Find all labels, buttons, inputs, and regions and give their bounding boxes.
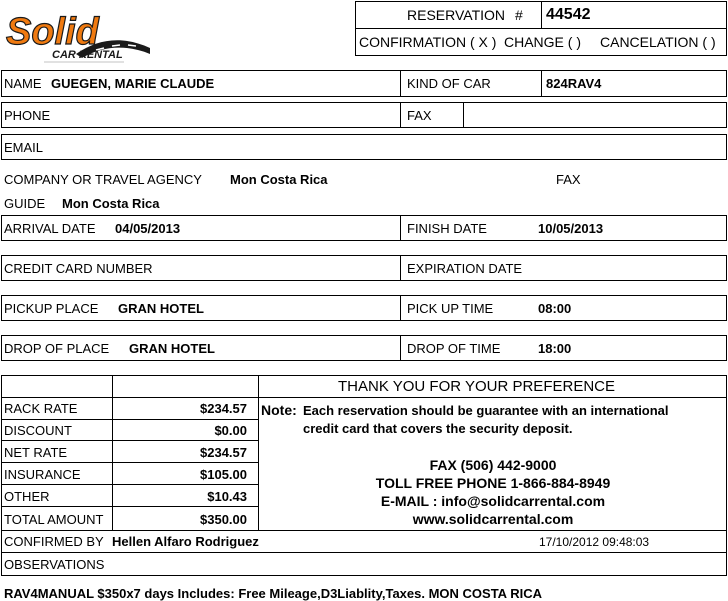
company-value: Mon Costa Rica (230, 172, 328, 187)
phone-row (1, 102, 727, 128)
dropoff-time-value: 18:00 (538, 341, 572, 356)
pickup-time-value: 08:00 (538, 301, 572, 316)
dropoff-row (1, 335, 727, 361)
logo-brand-text: Solid (6, 11, 99, 53)
rate-value: $350.00 (200, 512, 247, 527)
rate-value: $0.00 (214, 423, 247, 438)
name-label: NAME (4, 76, 42, 91)
observations-text: RAV4MANUAL $350x7 days Includes: Free Mileage,D3Liablity,Taxes. MON COSTA RICA (4, 586, 542, 601)
toll-free-contact: TOLL FREE PHONE 1-866-884-8949 (375, 475, 611, 491)
company-label: COMPANY OR TRAVEL AGENCY (4, 172, 202, 187)
name-value: GUEGEN, MARIE CLAUDE (51, 76, 215, 91)
note-line-2: credit card that covers the security deposit. (303, 421, 573, 436)
guide-value: Mon Costa Rica (62, 196, 160, 211)
dropoff-place-value: GRAN HOTEL (129, 341, 215, 356)
note-line-1: Each reservation should be guarantee with an international (303, 403, 669, 418)
cancelation-checkbox-label: CANCELATION ( ) (600, 34, 716, 50)
finish-date-value: 10/05/2013 (538, 221, 604, 236)
reservation-hash: # (515, 7, 523, 23)
rate-label: INSURANCE (4, 467, 81, 482)
reservation-label: RESERVATION (407, 7, 506, 23)
company-logo (4, 8, 154, 66)
pickup-time-label: PICK UP TIME (407, 301, 494, 316)
rate-label: OTHER (4, 489, 50, 504)
rate-label: RACK RATE (4, 401, 78, 416)
change-checkbox-label: CHANGE ( ) (504, 34, 581, 50)
rate-value: $105.00 (200, 467, 247, 482)
confirmed-timestamp: 17/10/2012 09:48:03 (539, 535, 650, 549)
observations-label: OBSERVATIONS (4, 557, 105, 572)
dropoff-time-label: DROP OF TIME (407, 341, 501, 356)
email-row (1, 134, 727, 160)
rate-value: $234.57 (200, 445, 247, 460)
dropoff-place-label: DROP OF PLACE (4, 341, 110, 356)
solid-logo-graphic (4, 8, 154, 66)
rate-value: $234.57 (200, 401, 247, 416)
kind-of-car-label: KIND OF CAR (407, 76, 491, 91)
observations-row (1, 552, 727, 576)
website-contact: www.solidcarrental.com (412, 511, 574, 527)
guide-label: GUIDE (4, 196, 46, 211)
logo-tagline-text: CAR RENTAL (52, 49, 123, 61)
arrival-date-value: 04/05/2013 (115, 221, 181, 236)
rate-label: NET RATE (4, 445, 68, 460)
confirmation-checkbox-label: CONFIRMATION ( X ) (359, 34, 497, 50)
fax-label: FAX (407, 108, 432, 123)
note-label: Note: (261, 402, 297, 418)
confirmed-by-label: CONFIRMED BY (4, 534, 104, 549)
thank-you-title: THANK YOU FOR YOUR PREFERENCE (338, 378, 615, 395)
email-label: EMAIL (4, 140, 44, 155)
email-contact: E-MAIL : info@solidcarrental.com (380, 493, 606, 509)
confirmed-by-value: Hellen Alfaro Rodriguez (112, 534, 259, 549)
arrival-date-label: ARRIVAL DATE (4, 221, 96, 236)
rate-value: $10.43 (207, 489, 247, 504)
kind-of-car-value: 824RAV4 (546, 76, 602, 91)
phone-label: PHONE (4, 108, 51, 123)
reservation-number: 44542 (546, 6, 591, 23)
finish-date-label: FINISH DATE (407, 221, 487, 236)
fax-contact: FAX (506) 442-9000 (429, 457, 557, 473)
credit-card-label: CREDIT CARD NUMBER (4, 261, 153, 276)
expiration-date-label: EXPIRATION DATE (407, 261, 523, 276)
pickup-place-value: GRAN HOTEL (118, 301, 204, 316)
dates-row (1, 215, 727, 241)
rate-label: TOTAL AMOUNT (4, 512, 104, 527)
rate-label: DISCOUNT (4, 423, 72, 438)
pickup-place-label: PICKUP PLACE (4, 301, 99, 316)
pickup-row (1, 295, 727, 321)
company-fax-label: FAX (556, 172, 581, 187)
